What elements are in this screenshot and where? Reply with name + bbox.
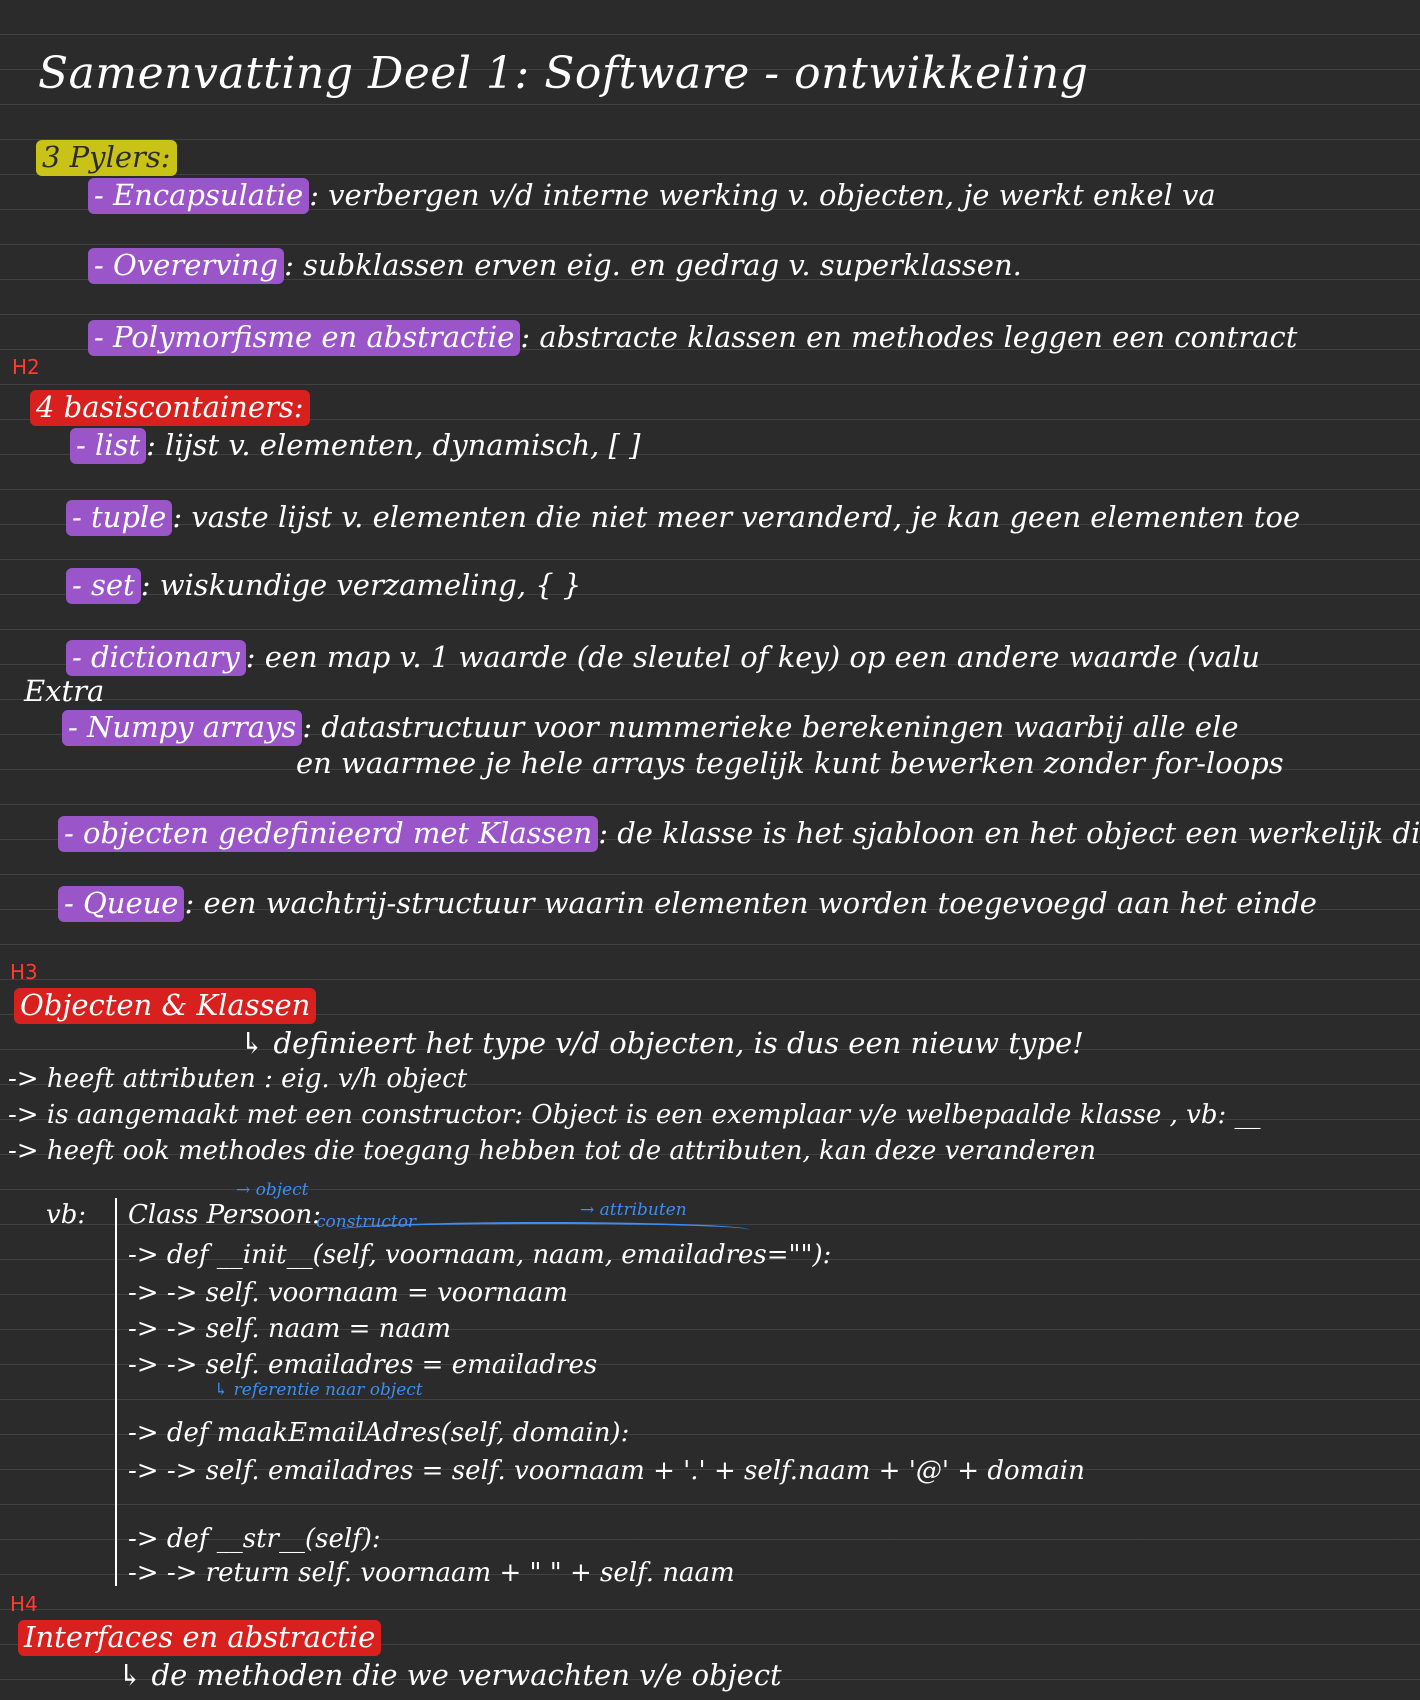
code-line: -> def __init__(self, voornaam, naam, emailadres=""): — [128, 1240, 832, 1270]
objects-define-note: ↳ definieert het type v/d objecten, is dus een nieuw type! — [240, 1026, 1084, 1060]
interfaces-note: ↳ de methoden die we verwachten v/e object — [118, 1658, 782, 1692]
extra-numpy-continuation: en waarmee je hele arrays tegelijk kunt bewerken zonder for-loops — [296, 746, 1284, 780]
pillar-text: : abstracte klassen en methodes leggen een contract — [520, 320, 1298, 354]
objects-arrow-line: -> is aangemaakt met een constructor: Object is een exemplaar v/e welbepaalde klasse , vb: __ — [8, 1100, 1261, 1130]
code-line: -> -> self. naam = naam — [128, 1314, 452, 1344]
code-line: -> -> self. voornaam = voornaam — [128, 1278, 568, 1308]
code-line: -> -> self. emailadres = self. voornaam + '.' + self.naam + '@' + domain — [128, 1456, 1085, 1486]
extra-text: : datastructuur voor nummerieke berekeningen waarbij alle ele — [302, 710, 1239, 744]
pillar-term: - Encapsulatie — [88, 178, 309, 214]
container-dictionary — [66, 640, 1260, 674]
annotation-reference: ↳ referentie naar object — [214, 1380, 423, 1400]
extra-text: : de klasse is het sjabloon en het object een werkelijk di — [598, 816, 1420, 850]
containers-heading — [30, 390, 310, 424]
pillars-heading — [36, 140, 177, 174]
pillar-inheritance — [88, 248, 1022, 282]
extra-label: Extra — [24, 674, 105, 708]
extra-term: - objecten gedefinieerd met Klassen — [58, 816, 598, 852]
pillar-polymorphism — [88, 320, 1297, 354]
pillar-term: - Overerving — [88, 248, 284, 284]
container-set — [66, 568, 581, 602]
interfaces-heading — [18, 1620, 381, 1654]
extra-queue — [58, 886, 1317, 920]
container-list — [70, 428, 640, 462]
example-label: vb: — [46, 1200, 87, 1230]
objects-arrow-line: -> heeft attributen : eig. v/h object — [8, 1064, 468, 1094]
objects-arrow-line: -> heeft ook methodes die toegang hebben tot de attributen, kan deze veranderen — [8, 1136, 1096, 1166]
code-line: -> def __str__(self): — [128, 1524, 381, 1554]
container-term: - list — [70, 428, 146, 464]
pillar-encapsulation — [88, 178, 1216, 212]
interfaces-heading-text: Interfaces en abstractie — [18, 1620, 381, 1656]
extra-term: - Numpy arrays — [62, 710, 302, 746]
container-term: - set — [66, 568, 141, 604]
extra-objects — [58, 816, 1420, 850]
pillars-heading-text: 3 Pylers: — [36, 140, 177, 176]
objects-heading-text: Objecten & Klassen — [14, 988, 316, 1024]
container-term: - dictionary — [66, 640, 246, 676]
extra-numpy — [62, 710, 1239, 744]
page-title: Samenvatting Deel 1: Software - ontwikkeling — [38, 48, 1089, 99]
pillar-text: : subklassen erven eig. en gedrag v. superklassen. — [284, 248, 1022, 282]
container-text: : wiskundige verzameling, { } — [140, 568, 582, 602]
code-line: -> -> return self. voornaam + " " + self. naam — [128, 1558, 735, 1588]
objects-heading — [14, 988, 316, 1022]
section-tag-h2: H2 — [12, 355, 40, 379]
pillar-term: - Polymorfisme en abstractie — [88, 320, 520, 356]
section-tag-h4: H4 — [10, 1592, 38, 1616]
annotation-attributes: → attributen — [580, 1200, 687, 1220]
container-term: - tuple — [66, 500, 172, 536]
extra-term: - Queue — [58, 886, 184, 922]
container-text: : een map v. 1 waarde (de sleutel of key) op een andere waarde (valu — [245, 640, 1260, 674]
container-text: : lijst v. elementen, dynamisch, [ ] — [146, 428, 641, 462]
container-text: : vaste lijst v. elementen die niet meer veranderd, je kan geen elementen toe — [172, 500, 1301, 534]
containers-heading-text: 4 basiscontainers: — [30, 390, 310, 426]
pillar-text: : verbergen v/d interne werking v. objecten, je werkt enkel va — [309, 178, 1216, 212]
code-line: -> -> self. emailadres = emailadres — [128, 1350, 598, 1380]
container-tuple — [66, 500, 1300, 534]
extra-text: : een wachtrij-structuur waarin elementen worden toegevoegd aan het einde — [184, 886, 1317, 920]
code-line: Class Persoon: — [128, 1200, 321, 1230]
code-line: -> def maakEmailAdres(self, domain): — [128, 1418, 630, 1448]
annotation-object: → object — [236, 1180, 309, 1200]
code-block-bar — [115, 1198, 117, 1586]
annotation-constructor: constructor — [316, 1212, 417, 1232]
section-tag-h3: H3 — [10, 960, 38, 984]
